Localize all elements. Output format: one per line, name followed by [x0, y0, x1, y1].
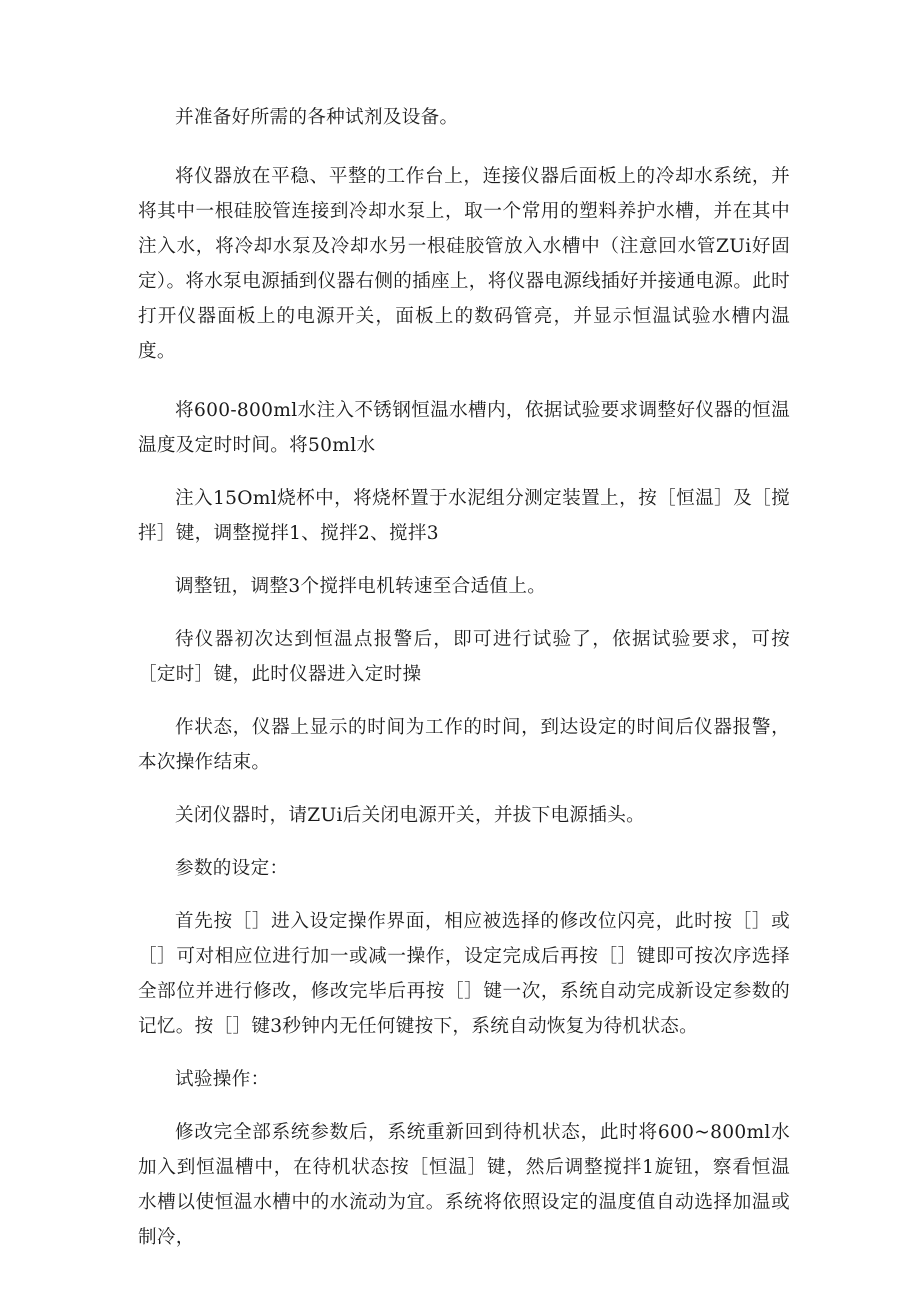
paragraph-shutdown: 关闭仪器时，请ZUi后关闭电源开关，并拔下电源插头。	[175, 805, 645, 826]
paragraph-prepare-reagents: 并准备好所需的各种试剂及设备。	[175, 107, 459, 128]
paragraph-test-operation: 修改完全部系统参数后，系统重新回到待机状态，此时将600~800ml水加入到恒温槽中，在待机状态按［恒温］键，然后调整搅拌1旋钮，察看恒温水槽以使恒温水槽中的水流动为宜。系统将依照设定的温度值自动选择加温或制冷，	[138, 1122, 790, 1248]
paragraph-setup-cooling: 将仪器放在平稳、平整的工作台上，连接仪器后面板上的冷却水系统，并将其中一根硅胶管连接到冷却水泵上，取一个常用的塑料养护水槽，并在其中注入水，将冷却水泵及冷却水另一根硅胶管放入水槽中（注意回水管ZUi好固定）。将水泵电源插到仪器右侧的插座上，将仪器电源线插好并接通电源。此时打开仪器面板上的电源开关，面板上的数码管亮，并显示恒温试验水槽内温度。	[138, 166, 790, 362]
document-page	[138, 100, 790, 1255]
paragraph-work-state: 作状态，仪器上显示的时间为工作的时间，到达设定的时间后仪器报警，本次操作结束。	[138, 717, 790, 773]
heading-test-operation: 试验操作：	[175, 1069, 270, 1090]
paragraph-beaker: 注入15Oml烧杯中，将烧杯置于水泥组分测定装置上，按［恒温］及［搅拌］键，调整搅拌1、搅拌2、搅拌3	[138, 488, 790, 544]
paragraph-parameter-setting: 首先按［］进入设定操作界面，相应被选择的修改位闪亮，此时按［］或［］可对相应位进行加一或减一操作，设定完成后再按［］键即可按次序选择全部位并进行修改，修改完毕后再按［］键一次，系统自动完成新设定参数的记忆。按［］键3秒钟内无任何键按下，系统自动恢复为待机状态。	[138, 911, 790, 1037]
heading-parameter-setting: 参数的设定：	[175, 858, 289, 879]
paragraph-adjust-knob: 调整钮，调整3个搅拌电机转速至合适值上。	[175, 576, 547, 597]
paragraph-fill-water: 将600-800ml水注入不锈钢恒温水槽内，依据试验要求调整好仪器的恒温温度及定时时间。将50ml水	[138, 400, 790, 456]
paragraph-timer: 待仪器初次达到恒温点报警后，即可进行试验了，依据试验要求，可按［定时］键，此时仪器进入定时操	[138, 629, 790, 685]
